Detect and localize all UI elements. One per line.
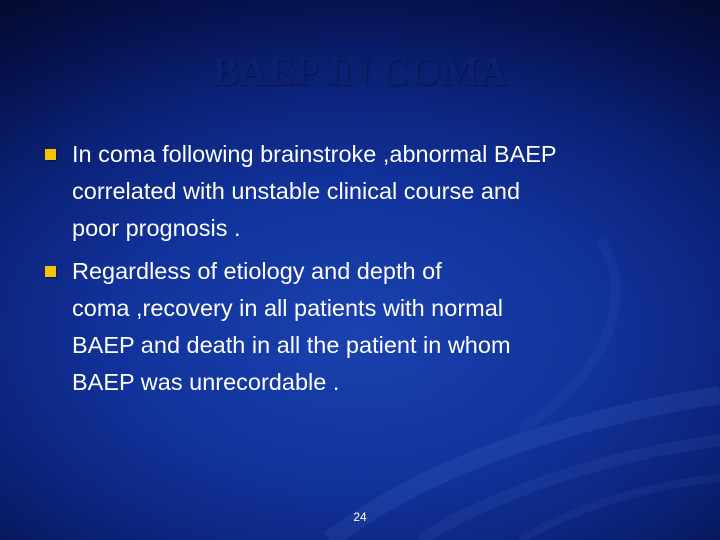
slide-title: BAEP IN COMA xyxy=(212,49,508,94)
bullet-line: correlated with unstable clinical course and xyxy=(72,178,521,204)
bullet-list xyxy=(40,136,690,407)
bullet-item-1 xyxy=(40,136,690,247)
bullet-line: poor prognosis . xyxy=(72,215,241,241)
bullet-line: Regardless of etiology and depth of xyxy=(72,258,442,284)
square-bullet-icon xyxy=(45,266,56,277)
bullet-line: coma ,recovery in all patients with normal xyxy=(72,295,504,321)
square-bullet-icon xyxy=(45,149,56,160)
bullet-line: BAEP was unrecordable . xyxy=(72,369,340,395)
bullet-item-2 xyxy=(40,253,690,401)
bullet-line: BAEP and death in all the patient in whom xyxy=(72,332,511,358)
page-number: 24 xyxy=(353,510,367,524)
bullet-line: In coma following brainstroke ,abnormal BAEP xyxy=(72,141,557,167)
